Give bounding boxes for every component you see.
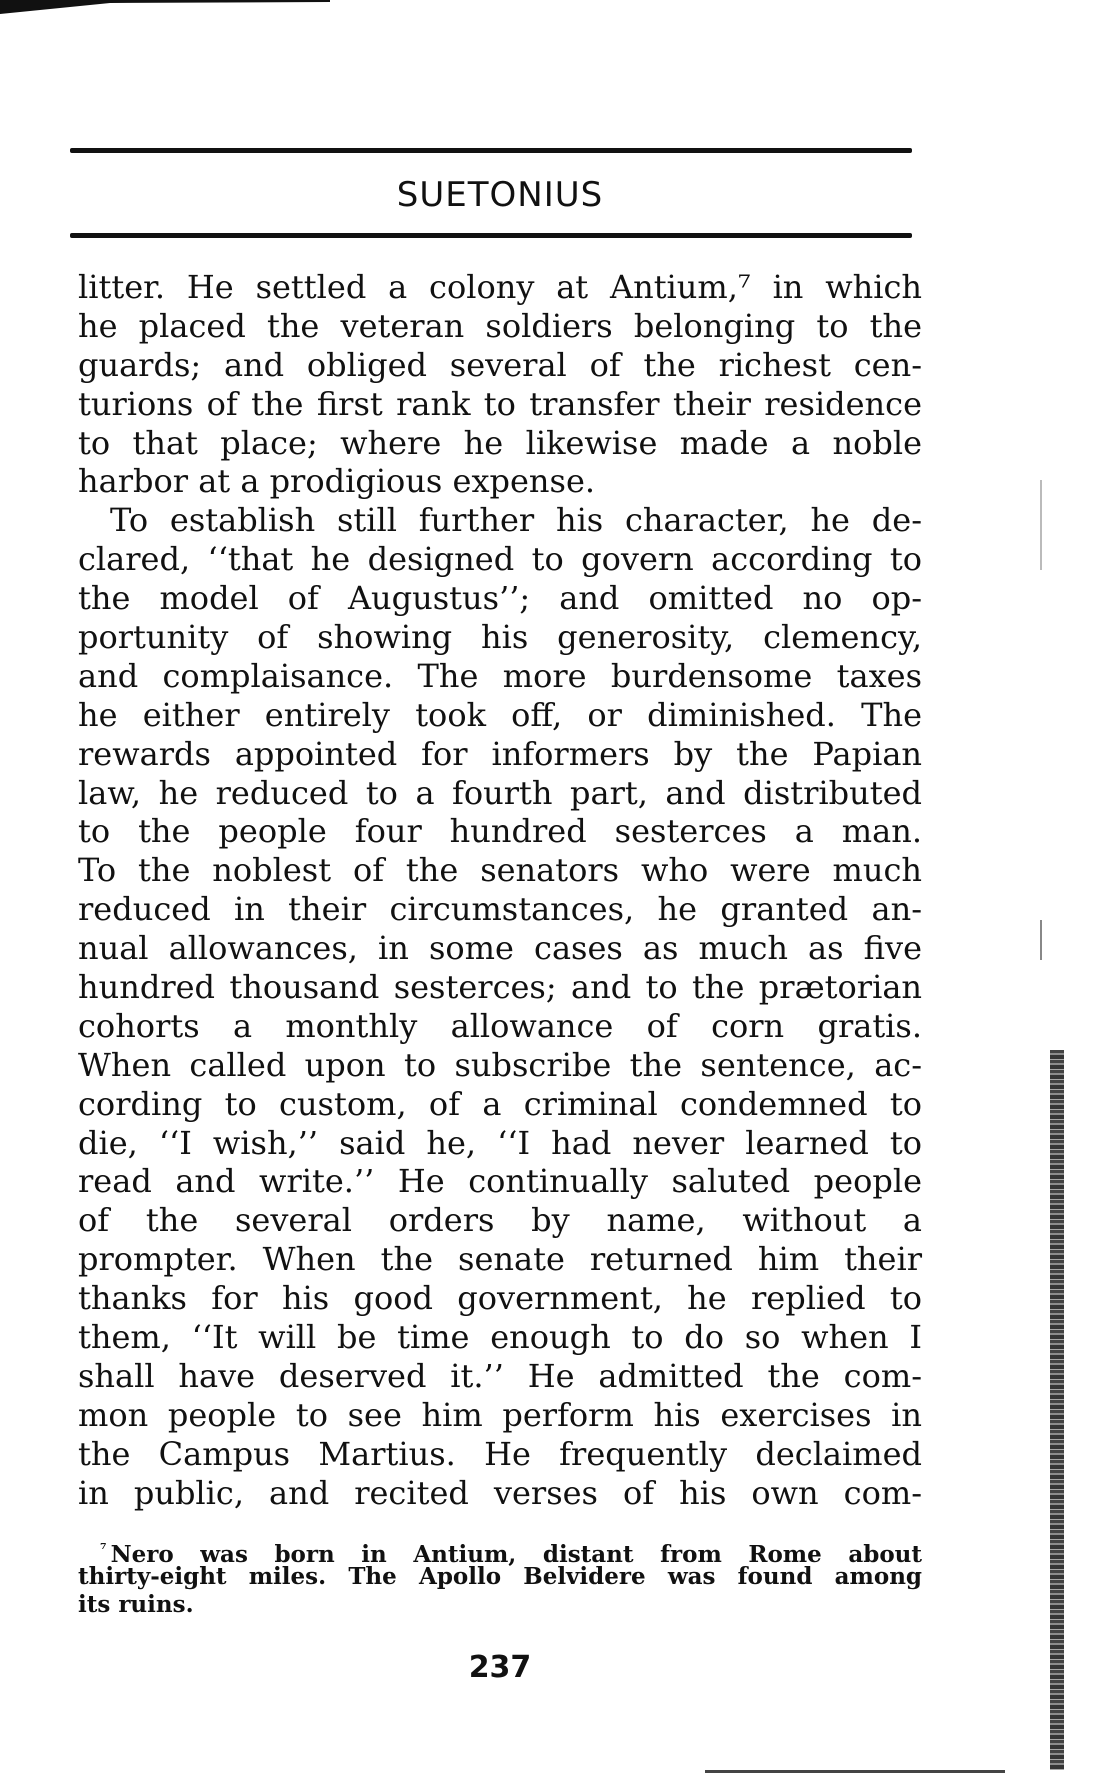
text-line: cohorts a monthly allowance of corn gratis. <box>78 1006 922 1045</box>
text-line: When called upon to subscribe the sentence, ac- <box>78 1045 922 1084</box>
page-corner-mark <box>0 0 330 14</box>
text-line: to that place; where he likewise made a noble <box>78 423 922 462</box>
text-line: shall have deserved it.’’ He admitted the com- <box>78 1356 922 1395</box>
text-line: mon people to see him perform his exercises in <box>78 1395 922 1434</box>
page-number: 237 <box>468 1650 532 1685</box>
text-line: litter. He settled a colony at Antium,⁷ in which <box>78 268 922 306</box>
running-head: SUETONIUS <box>396 175 604 215</box>
text-line: reduced in their circumstances, he granted an- <box>78 890 922 929</box>
text-line: them, ‘‘It will be time enough to do so when I <box>78 1318 922 1357</box>
text-line: he placed the veteran soldiers belonging to the <box>78 306 922 345</box>
text-line: law, he reduced to a fourth part, and distributed <box>78 773 922 812</box>
text-line: cording to custom, of a criminal condemned to <box>78 1084 922 1123</box>
text-line: hundred thousand sesterces; and to the prætorian <box>78 968 922 1007</box>
header-rule-top <box>70 148 912 153</box>
text-line: to the people four hundred sesterces a man. <box>78 812 922 851</box>
text-line: and complaisance. The more burdensome taxes <box>78 656 922 695</box>
text-line: turions of the first rank to transfer their residence <box>78 384 922 423</box>
page-edge-shadow <box>1050 1050 1064 1770</box>
text-line: harbor at a prodigious expense. <box>78 462 596 501</box>
text-line: in public, and recited verses of his own com- <box>78 1473 922 1512</box>
page-edge-mark <box>1040 480 1042 570</box>
header-rule-bottom <box>70 233 912 238</box>
body-text <box>78 268 922 1513</box>
footnote-line <box>78 1535 922 1568</box>
text-line: the model of Augustus’’; and omitted no op- <box>78 579 922 618</box>
text-line: of the several orders by name, without a <box>78 1201 922 1240</box>
text-line: prompter. When the senate returned him their <box>78 1240 922 1279</box>
text-line: guards; and obliged several of the richest cen- <box>78 345 922 384</box>
text-line: thanks for his good government, he replied to <box>78 1279 922 1318</box>
footnote <box>78 1535 922 1619</box>
text-line: rewards appointed for informers by the Papian <box>78 734 922 773</box>
page-edge-bottom <box>705 1770 1005 1773</box>
footnote-line: its ruins. <box>78 1591 194 1618</box>
footnote-line: thirty-eight miles. The Apollo Belvidere was found among <box>78 1563 922 1590</box>
text-line: the Campus Martius. He frequently declaimed <box>78 1434 922 1473</box>
footnote-marker: ⁷ <box>100 1540 107 1558</box>
paragraph-start-line: To establish still further his character, he de- <box>110 501 922 540</box>
footnote-text: Nero was born in Antium, distant from Rome about <box>110 1541 922 1568</box>
text-line: To the noblest of the senators who were much <box>78 851 922 890</box>
text-line: nual allowances, in some cases as much as five <box>78 929 922 968</box>
text-line: he either entirely took off, or diminished. The <box>78 695 922 734</box>
text-line: read and write.’’ He continually saluted people <box>78 1162 922 1201</box>
text-line: clared, ‘‘that he designed to govern according to <box>78 540 922 579</box>
text-line: portunity of showing his generosity, clemency, <box>78 618 922 657</box>
text-line: die, ‘‘I wish,’’ said he, ‘‘I had never learned to <box>78 1123 922 1162</box>
page-edge-mark <box>1040 920 1042 960</box>
